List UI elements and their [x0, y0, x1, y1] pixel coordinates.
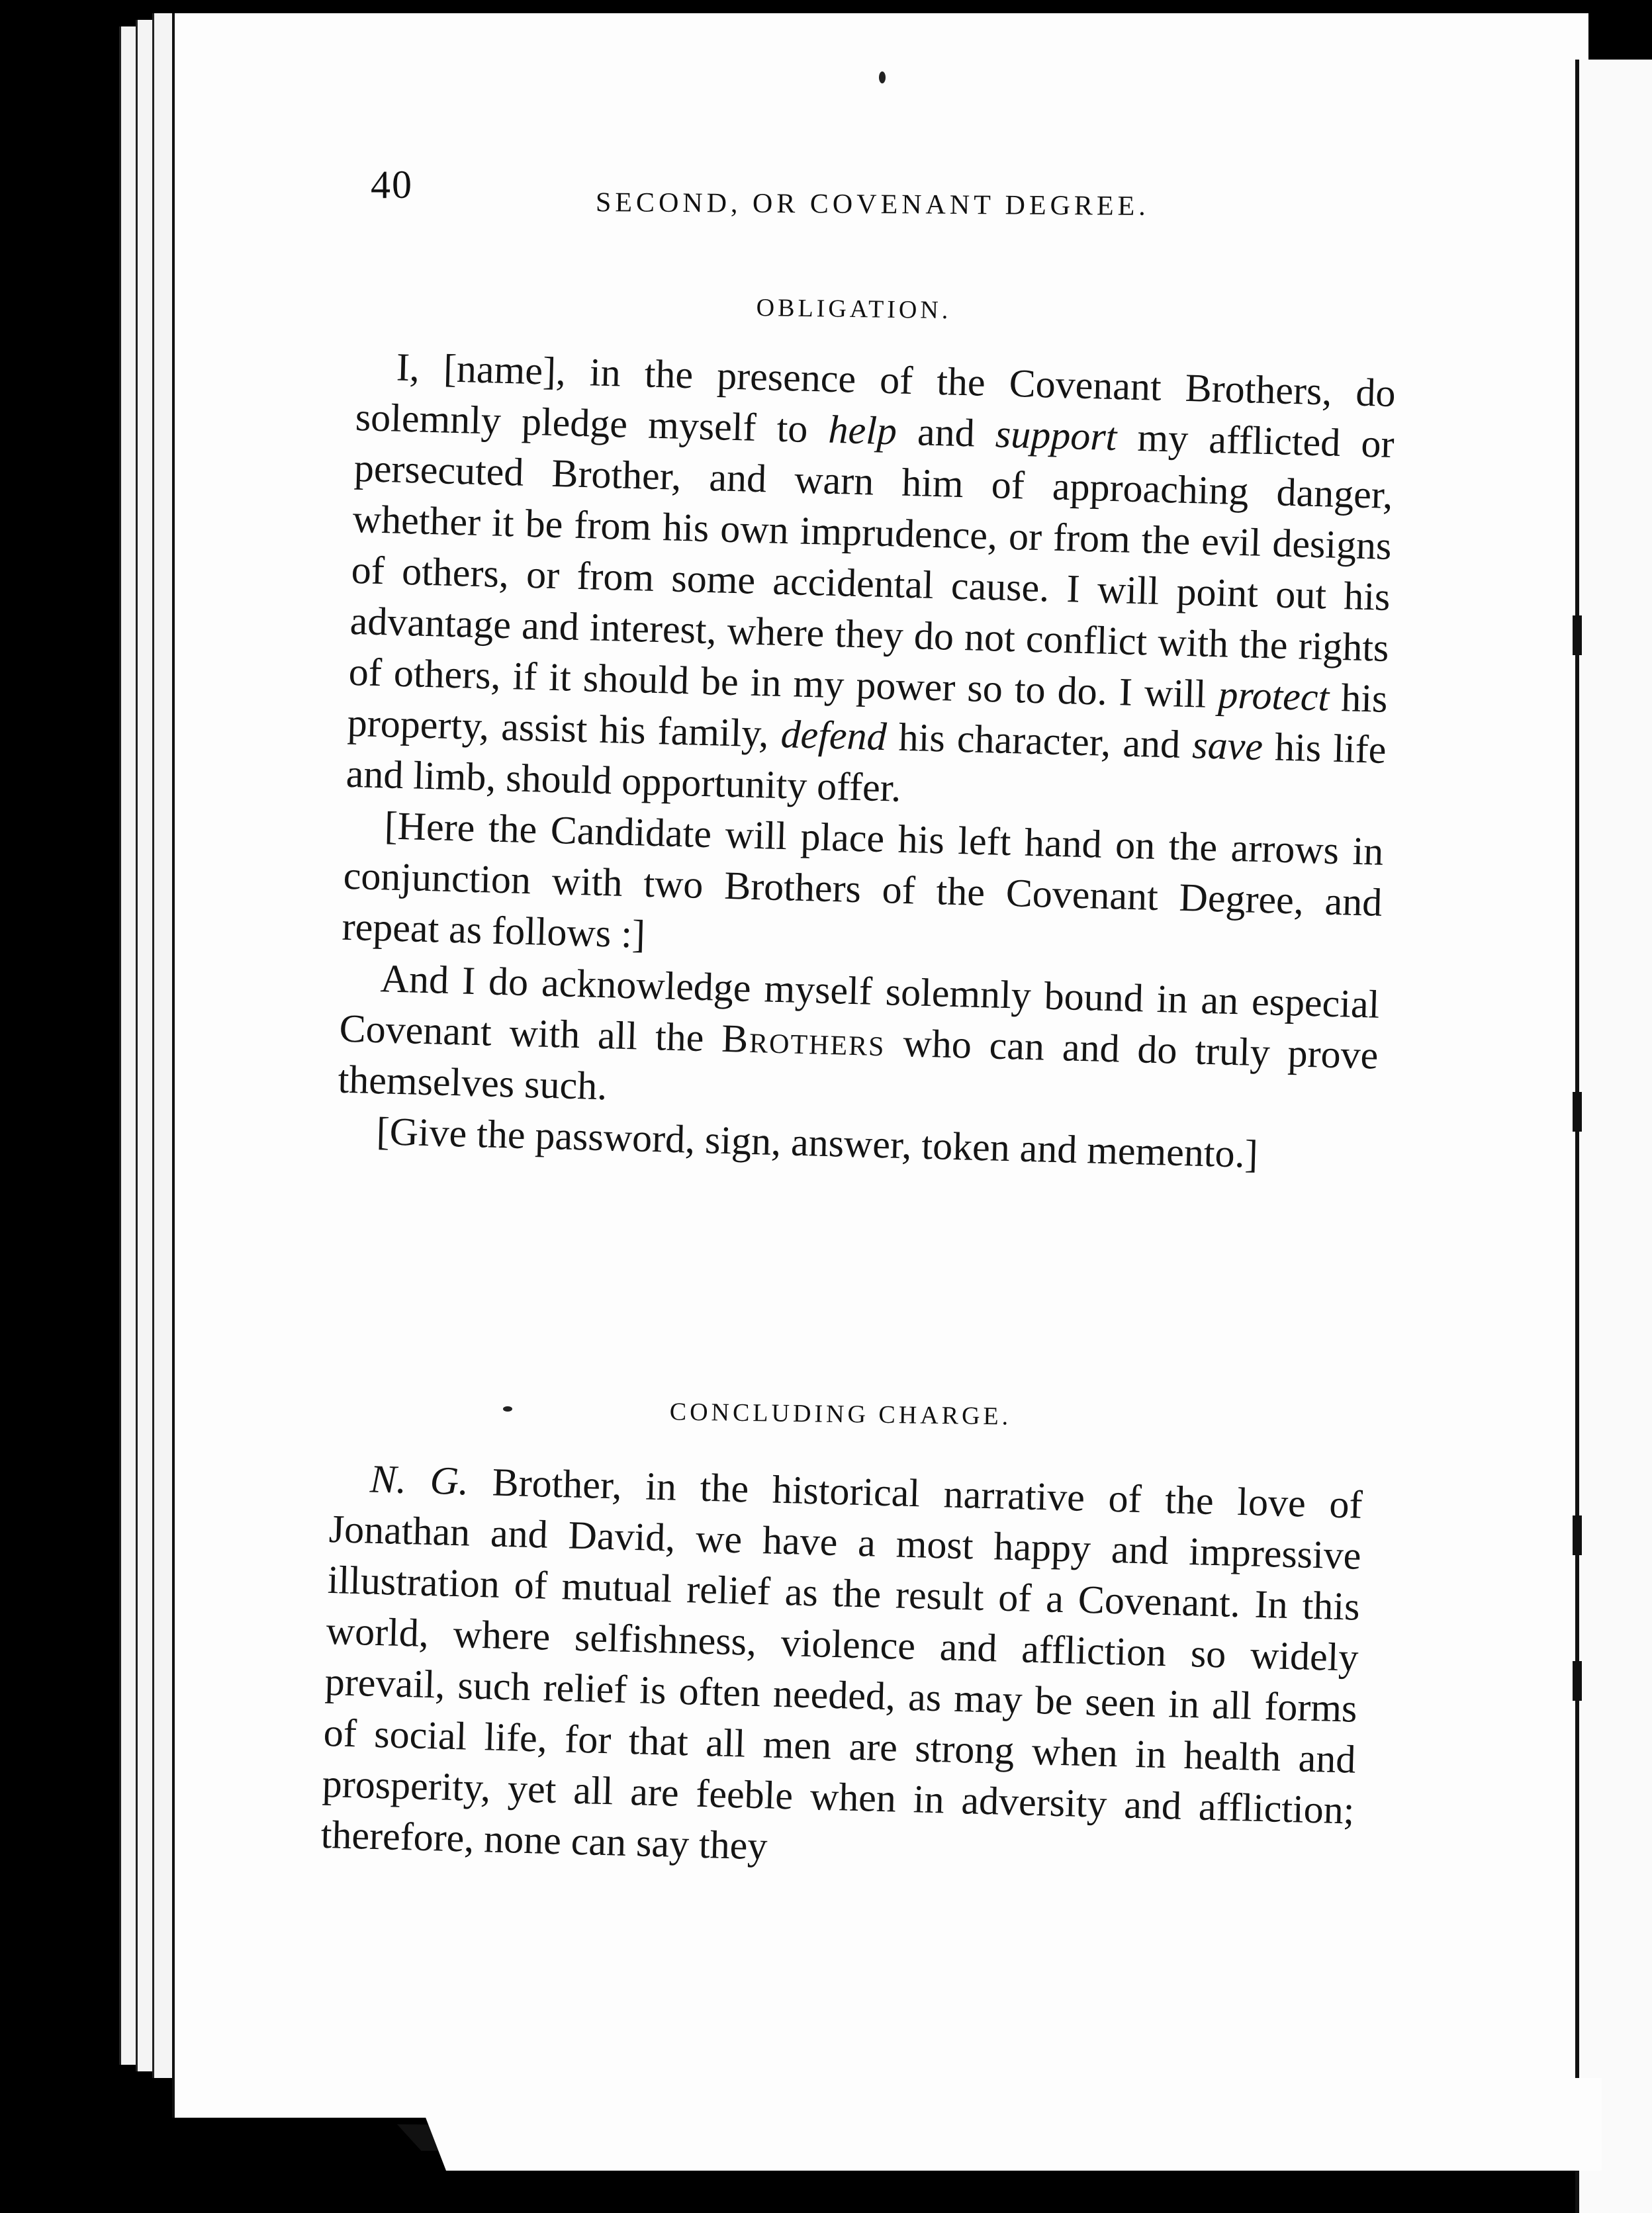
page-number: 40: [371, 163, 413, 206]
ink-speck: [879, 71, 886, 83]
obligation-text: [336, 341, 1397, 1183]
binding-mark: [1573, 1515, 1582, 1555]
acknowledgement-paragraph: [338, 952, 1381, 1132]
text-run: his life and limb, should opportunity offer.: [345, 725, 1387, 810]
text-run: his character, and: [886, 715, 1193, 767]
running-head: SECOND, OR COVENANT DEGREE.: [595, 187, 1150, 222]
text-run: who can and do truly prove themselves such.: [337, 1020, 1379, 1108]
binding-mark: [1573, 1661, 1582, 1701]
section-title-concluding-charge: CONCLUDING CHARGE.: [669, 1398, 1012, 1431]
page-header: [371, 162, 1390, 235]
emphasis: defend: [780, 711, 888, 759]
page-fold: [410, 2078, 1602, 2171]
section-title-obligation: OBLIGATION.: [756, 293, 952, 325]
text-run: and: [896, 409, 996, 456]
charge-paragraph: [320, 1453, 1363, 1887]
binding-mark: [1573, 615, 1582, 655]
obligation-paragraph: [345, 341, 1397, 827]
small-caps-text: Brothers: [721, 1016, 886, 1065]
text-run: I, [name], in the presence of the Covenant Brothers, do solemnly pledge myself to: [355, 345, 1397, 451]
emphasis: save: [1191, 723, 1263, 769]
emphasis: help: [827, 407, 897, 453]
text-run: Brother, in the historical narrative of the love of Jonathan and David, we have a most happy and impressive illustration of mutual relief as the result of a Covenant. In this world, where selfishness, violence and affliction so widely prevail, such relief is often needed, as may be seen in all forms of social life, for that all men are strong when in health and prosperity, yet all are feeble when in adversity and affliction; therefore, none can say they: [320, 1459, 1363, 1868]
book-binding: [1575, 60, 1652, 2213]
text-run: my afflicted or persecuted Brother, and warn him of approaching danger, whether it be from his own imprudence, or from the evil designs of others, or from some accidental cause. I will point out his advantage and interest, where they do not conflict with the rights of others, if it should be in my power so to do. I will: [348, 415, 1395, 717]
emphasis: support: [995, 412, 1118, 459]
charge-text: [320, 1453, 1363, 1887]
binding-mark: [1573, 1092, 1582, 1132]
instruction-paragraph: [Give the password, sign, answer, token and memento.]: [375, 1109, 1259, 1177]
instruction-paragraph: [Here the Candidate will place his left hand on the arrows in conjunction with two Brothers of the Covenant Degree, and repeat as follows :]: [341, 803, 1385, 956]
emphasis: protect: [1217, 672, 1330, 719]
speaker-label: N. G.: [369, 1457, 469, 1504]
text-run: And I do acknowledge myself solemnly bound in an especial Covenant with all the: [338, 956, 1381, 1060]
text-run: his property, assist his family,: [347, 675, 1389, 756]
